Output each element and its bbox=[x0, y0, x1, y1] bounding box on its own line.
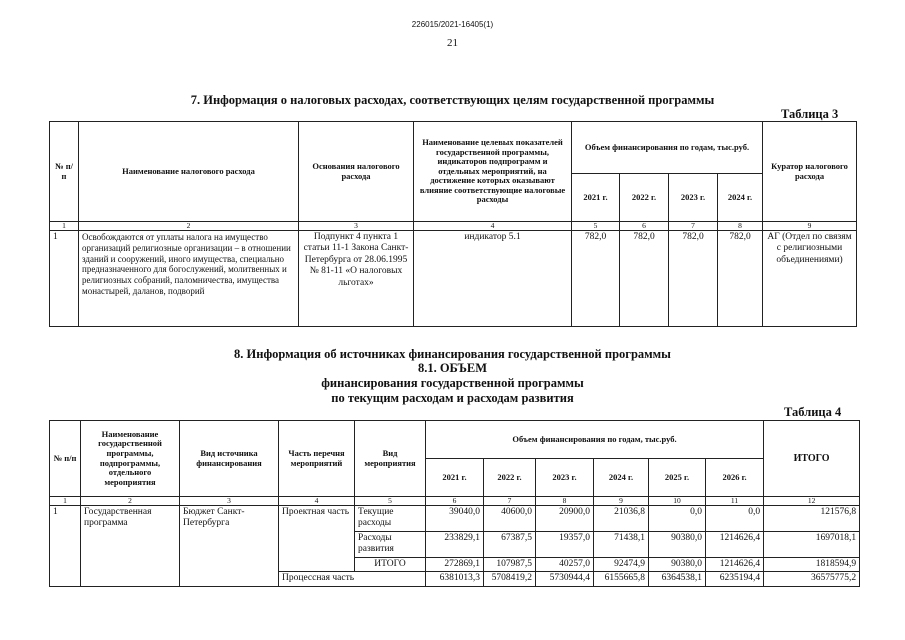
value-cell: 19357,0 bbox=[536, 531, 594, 557]
header-curator: Куратор налогового расхода bbox=[763, 122, 857, 222]
section8-subtitle-line4: по текущим расходам и расходам развития bbox=[331, 391, 574, 405]
funding-sources-table bbox=[49, 420, 860, 587]
value-cell: 40600,0 bbox=[484, 506, 536, 532]
value-cell: 272869,1 bbox=[426, 557, 484, 571]
section8-subtitle-line3: финансирования государственной программы bbox=[321, 376, 584, 390]
measure-kind: ИТОГО bbox=[355, 557, 426, 571]
value-cell: 5708419,2 bbox=[484, 572, 536, 586]
total-cell: 121576,8 bbox=[764, 506, 860, 532]
tax-expenses-table bbox=[49, 121, 857, 327]
value-cell: 1214626,4 bbox=[706, 557, 764, 571]
header-year: 2024 г. bbox=[718, 174, 763, 222]
col-number: 8 bbox=[536, 497, 594, 506]
section8-title: 8. Информация об источниках финансирования государственной программы bbox=[234, 347, 671, 361]
curator: АГ (Отдел по связям с религиозными объединениями) bbox=[763, 231, 857, 327]
header-year: 2021 г. bbox=[426, 459, 484, 497]
col-number: 11 bbox=[706, 497, 764, 506]
total-cell: 36575775,2 bbox=[764, 572, 860, 586]
header-year: 2026 г. bbox=[706, 459, 764, 497]
header-num: № п/п bbox=[50, 421, 81, 497]
value-cell: 67387,5 bbox=[484, 531, 536, 557]
value-cell: 90380,0 bbox=[649, 531, 706, 557]
header-part: Часть перечня мероприятий bbox=[279, 421, 355, 497]
funding-source: Бюджет Санкт-Петербурга bbox=[180, 506, 279, 572]
value-cell: 0,0 bbox=[649, 506, 706, 532]
header-num: № п/п bbox=[50, 122, 79, 222]
value-cell: 71438,1 bbox=[594, 531, 649, 557]
header-year: 2023 г. bbox=[669, 174, 718, 222]
col-number: 5 bbox=[572, 222, 620, 231]
tax-expense-name: Освобождаются от уплаты налога на имущество организаций религиозные организации – в отношении зданий и сооружений, иного имущества, специально предназначенного для богослужений, молитвенных и религиозных собраний, паломничества, имущества монастырей, даланов, подворий bbox=[79, 231, 299, 327]
document-id: 226015/2021-16405(1) bbox=[411, 20, 494, 29]
value-cell: 782,0 bbox=[620, 231, 669, 327]
header-total: ИТОГО bbox=[764, 421, 860, 497]
header-kind: Вид мероприятия bbox=[355, 421, 426, 497]
col-number: 3 bbox=[299, 222, 414, 231]
section8-subtitle: 8.1. ОБЪЕМ bbox=[417, 361, 488, 375]
header-funding: Объем финансирования по годам, тыс.руб. bbox=[426, 421, 764, 459]
value-cell: 6155665,8 bbox=[594, 572, 649, 586]
table4-label: Таблица 4 bbox=[784, 405, 842, 419]
table3-label: Таблица 3 bbox=[781, 107, 839, 121]
col-number: 1 bbox=[50, 497, 81, 506]
header-year: 2025 г. bbox=[649, 459, 706, 497]
value-cell: 233829,1 bbox=[426, 531, 484, 557]
header-basis: Основания налогового расхода bbox=[299, 122, 414, 222]
row-num: 1 bbox=[50, 506, 81, 572]
header-targets: Наименование целевых показателей государственной программы, индикаторов подпрограмм и отдельных мероприятий, на достижение которых оказывают влияние соответствующие налоговые расходы bbox=[414, 122, 572, 222]
value-cell: 782,0 bbox=[718, 231, 763, 327]
measure-kind: Расходы развития bbox=[355, 531, 426, 557]
col-number: 6 bbox=[620, 222, 669, 231]
target-indicator: индикатор 5.1 bbox=[414, 231, 572, 327]
measure-kind: Текущие расходы bbox=[355, 506, 426, 532]
header-year: 2021 г. bbox=[572, 174, 620, 222]
program-name: Государственная программа bbox=[81, 506, 180, 572]
value-cell: 90380,0 bbox=[649, 557, 706, 571]
col-number: 6 bbox=[426, 497, 484, 506]
value-cell: 0,0 bbox=[706, 506, 764, 532]
value-cell: 1214626,4 bbox=[706, 531, 764, 557]
measures-part: Проектная часть bbox=[279, 506, 355, 572]
header-year: 2022 г. bbox=[484, 459, 536, 497]
value-cell: 92474,9 bbox=[594, 557, 649, 571]
header-year: 2022 г. bbox=[620, 174, 669, 222]
col-number: 9 bbox=[763, 222, 857, 231]
col-number: 8 bbox=[718, 222, 763, 231]
header-expense-name: Наименование налогового расхода bbox=[79, 122, 299, 222]
header-year: 2024 г. bbox=[594, 459, 649, 497]
value-cell: 40257,0 bbox=[536, 557, 594, 571]
value-cell: 20900,0 bbox=[536, 506, 594, 532]
col-number: 7 bbox=[669, 222, 718, 231]
col-number: 1 bbox=[50, 222, 79, 231]
page-number: 21 bbox=[447, 37, 458, 49]
value-cell: 5730944,4 bbox=[536, 572, 594, 586]
header-year: 2023 г. bbox=[536, 459, 594, 497]
col-number: 5 bbox=[355, 497, 426, 506]
value-cell: 6364538,1 bbox=[649, 572, 706, 586]
col-number: 7 bbox=[484, 497, 536, 506]
col-number: 12 bbox=[764, 497, 860, 506]
col-number: 4 bbox=[414, 222, 572, 231]
col-number: 10 bbox=[649, 497, 706, 506]
col-number: 2 bbox=[81, 497, 180, 506]
header-funding: Объем финансирования по годам, тыс.руб. bbox=[572, 122, 763, 174]
total-cell: 1697018,1 bbox=[764, 531, 860, 557]
col-number: 4 bbox=[279, 497, 355, 506]
value-cell: 6381013,3 bbox=[426, 572, 484, 586]
value-cell: 21036,8 bbox=[594, 506, 649, 532]
value-cell: 39040,0 bbox=[426, 506, 484, 532]
col-number: 2 bbox=[79, 222, 299, 231]
col-number: 9 bbox=[594, 497, 649, 506]
total-cell: 1818594,9 bbox=[764, 557, 860, 571]
header-source: Вид источника финансирования bbox=[180, 421, 279, 497]
tax-expense-basis: Подпункт 4 пункта 1 статьи 11-1 Закона Санкт-Петербурга от 28.06.1995 № 81-11 «О налоговых льготах» bbox=[299, 231, 414, 327]
section7-title: 7. Информация о налоговых расходах, соответствующих целям государственной программы bbox=[190, 93, 715, 107]
value-cell: 107987,5 bbox=[484, 557, 536, 571]
header-program-name: Наименование государственной программы, подпрограммы, отдельного мероприятия bbox=[81, 421, 180, 497]
process-part-label: Процессная часть bbox=[279, 572, 426, 586]
value-cell: 782,0 bbox=[572, 231, 620, 327]
row-num: 1 bbox=[50, 231, 79, 327]
value-cell: 782,0 bbox=[669, 231, 718, 327]
value-cell: 6235194,4 bbox=[706, 572, 764, 586]
col-number: 3 bbox=[180, 497, 279, 506]
